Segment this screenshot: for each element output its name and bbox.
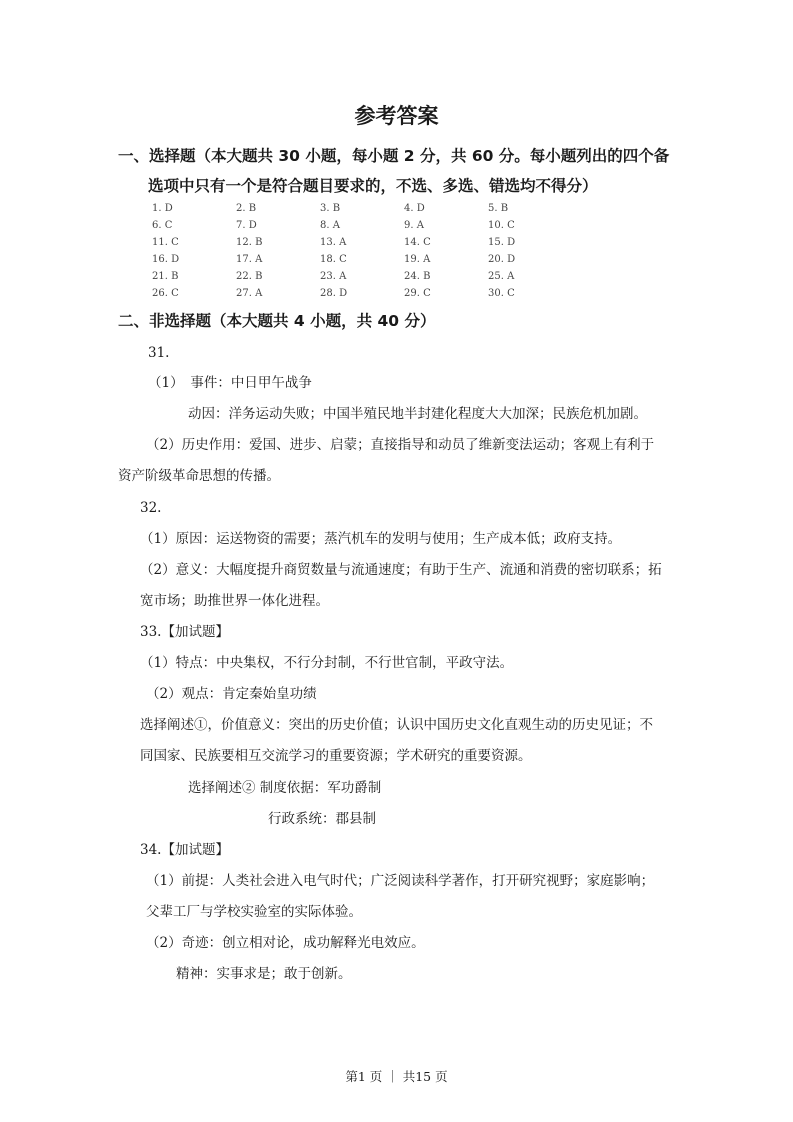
answer-cell: 10. C — [488, 220, 515, 231]
answer-cell: 30. C — [488, 288, 515, 299]
q32-part2: （2）意义：大幅度提升商贸数量与流通速度；有助于生产、流通和消费的密切联系；拓 — [140, 562, 662, 578]
answer-cell: 8. A — [320, 220, 340, 231]
answer-row — [152, 234, 572, 251]
section-1-line-1: 一、选择题（本大题共 30 小题，每小题 2 分，共 60 分。每小题列出的四个备 — [118, 147, 670, 165]
answer-row — [152, 217, 572, 234]
answer-cell: 11. C — [152, 237, 179, 248]
answer-row — [152, 268, 572, 285]
q34-part1-cont: 父辈工厂与学校实验室的实际体验。 — [146, 904, 362, 920]
answer-cell: 17. A — [236, 254, 263, 265]
answer-cell: 19. A — [404, 254, 431, 265]
answer-cell: 6. C — [152, 220, 173, 231]
answer-cell: 29. C — [404, 288, 431, 299]
q31-part1: （1） 事件：中日甲午战争 — [148, 375, 312, 391]
answer-row — [152, 200, 572, 217]
q33-option1-cont: 同国家、民族要相互交流学习的重要资源；学术研究的重要资源。 — [140, 748, 532, 764]
q33-part1: （1）特点：中央集权，不行分封制，不行世官制，平政守法。 — [140, 655, 514, 671]
answer-row — [152, 251, 572, 268]
answer-cell: 26. C — [152, 288, 179, 299]
page-title: 参考答案 — [354, 104, 439, 128]
answer-cell: 14. C — [404, 237, 431, 248]
answer-cell: 24. B — [404, 271, 431, 282]
answer-cell: 22. B — [236, 271, 263, 282]
q33-part2: （2）观点：肯定秦始皇功绩 — [146, 686, 317, 702]
answer-cell: 12. B — [236, 237, 263, 248]
answer-cell: 4. D — [404, 203, 425, 214]
answer-cell: 21. B — [152, 271, 179, 282]
q31-number: 31. — [148, 345, 170, 361]
q33-option1: 选择阐述①，价值意义：突出的历史价值；认识中国历史文化直观生动的历史见证；不 — [140, 717, 653, 733]
q32-number: 32. — [140, 500, 162, 516]
section-1-heading — [118, 141, 678, 201]
q32-part2-cont: 宽市场；助推世界一体化进程。 — [140, 593, 329, 609]
page-footer: 第1 页 ｜ 共15 页 — [345, 1069, 448, 1084]
q31-part2-cont: 资产阶级革命思想的传播。 — [118, 468, 280, 484]
answer-cell: 9. A — [404, 220, 424, 231]
section-2-heading: 二、非选择题（本大题共 4 小题，共 40 分） — [118, 312, 436, 330]
answer-cell: 1. D — [152, 203, 173, 214]
q33-option2-admin: 行政系统：郡县制 — [268, 811, 376, 827]
q34-spirit: 精神：实事求是；敢于创新。 — [176, 966, 352, 982]
section-1-line-2: 选项中只有一个是符合题目要求的，不选、多选、错选均不得分） — [148, 177, 598, 195]
answer-cell: 20. D — [488, 254, 516, 265]
answer-grid — [152, 200, 572, 302]
answer-cell: 27. A — [236, 288, 263, 299]
q33-option2: 选择阐述② 制度依据：军功爵制 — [188, 780, 382, 796]
answer-row — [152, 285, 572, 302]
answer-cell: 5. B — [488, 203, 509, 214]
q33-number: 33.【加试题】 — [140, 624, 229, 640]
answer-cell: 28. D — [320, 288, 348, 299]
answer-cell: 16. D — [152, 254, 180, 265]
q34-part1: （1）前提：人类社会进入电气时代；广泛阅读科学著作，打开研究视野；家庭影响； — [146, 873, 655, 889]
answer-cell: 25. A — [488, 271, 515, 282]
q31-motive: 动因：洋务运动失败；中国半殖民地半封建化程度大大加深；民族危机加剧。 — [188, 406, 647, 422]
answer-cell: 2. B — [236, 203, 257, 214]
answer-cell: 13. A — [320, 237, 347, 248]
answer-cell: 7. D — [236, 220, 257, 231]
q31-part2: （2）历史作用：爱国、进步、启蒙；直接指导和动员了维新变法运动；客观上有利于 — [146, 437, 655, 453]
q32-part1: （1）原因：运送物资的需要；蒸汽机车的发明与使用；生产成本低；政府支持。 — [140, 531, 622, 547]
answer-cell: 23. A — [320, 271, 347, 282]
answer-cell: 3. B — [320, 203, 341, 214]
q34-part2: （2）奇迹：创立相对论，成功解释光电效应。 — [146, 935, 425, 951]
q34-number: 34.【加试题】 — [140, 842, 229, 858]
answer-cell: 18. C — [320, 254, 347, 265]
answer-cell: 15. D — [488, 237, 516, 248]
